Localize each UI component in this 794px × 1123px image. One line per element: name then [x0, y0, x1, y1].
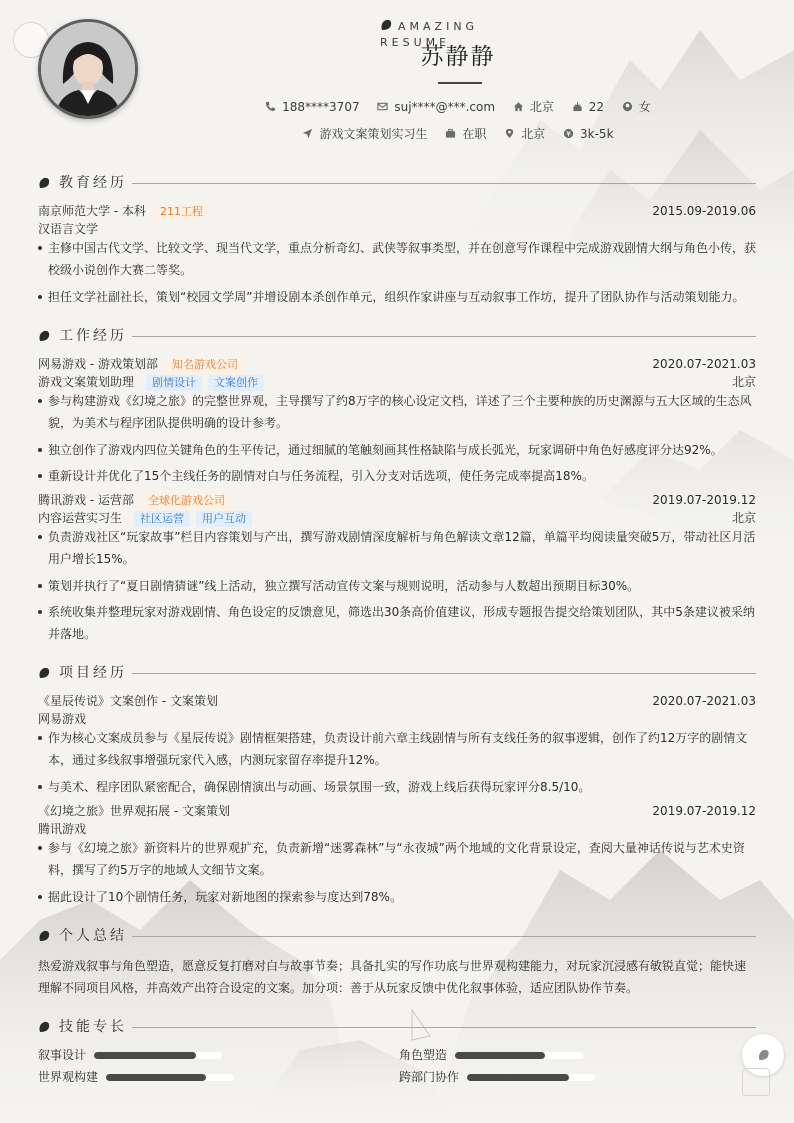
section-summary	[38, 926, 756, 946]
skill-name: 角色塑造	[399, 1048, 448, 1062]
section-divider	[132, 936, 756, 937]
company-name: 腾讯游戏 - 运营部	[38, 493, 134, 507]
section-title: 教育经历	[59, 175, 127, 191]
job-city: 北京	[731, 375, 756, 389]
gender-icon	[622, 101, 633, 112]
skill-item	[38, 1047, 228, 1063]
section-title: 项目经历	[59, 665, 127, 681]
section-work	[38, 326, 756, 346]
major: 汉语言文学	[38, 222, 99, 236]
skill-level	[467, 1074, 569, 1081]
section-title: 技能专长	[59, 1019, 127, 1035]
skill-level	[106, 1074, 206, 1081]
section-divider	[132, 1027, 756, 1028]
salary-item: 3k-5k	[563, 126, 614, 142]
school-name: 南京师范大学 - 本科	[38, 204, 146, 218]
skill-bar	[106, 1074, 234, 1081]
company-tag: 知名游戏公司	[166, 357, 244, 373]
job-role: 内容运营实习生	[38, 511, 123, 525]
section-title: 个人总结	[59, 928, 127, 944]
education-date: 2015.09-2019.06	[652, 204, 756, 218]
role-tag: 用户互动	[196, 511, 252, 527]
location-icon	[504, 128, 515, 139]
project-org: 网易游戏	[38, 712, 87, 726]
section-skills	[38, 1017, 756, 1037]
skill-bar	[94, 1052, 222, 1059]
project-header	[38, 802, 756, 820]
role-tag: 社区运营	[134, 511, 190, 527]
list-item: 参与构建游戏《幻境之旅》的完整世界观，主导撰写了约8万字的核心设定文档，详述了三个主要种族的历史渊源与五大区域的生态风貌，为美术与程序团队提供明确的设计参考。	[38, 390, 756, 434]
name-divider	[438, 82, 482, 84]
resume-tagline	[380, 19, 550, 49]
list-item: 负责游戏社区“玩家故事”栏目内容策划与产出，撰写游戏剧情深度解析与角色解读文章12篇，单篇平均阅读量突破5万，带动社区月活用户增长15%。	[38, 526, 756, 570]
job-date: 2019.07-2019.12	[652, 493, 756, 507]
education-header	[38, 202, 756, 220]
skill-item	[38, 1069, 238, 1085]
tagline-text: AMAZING RESUME	[380, 20, 479, 49]
job-role-row	[38, 373, 756, 391]
skill-name: 世界观构建	[38, 1070, 99, 1084]
project-date: 2019.07-2019.12	[652, 804, 756, 818]
list-item: 系统收集并整理玩家对游戏剧情、角色设定的反馈意见，筛选出30条高价值建议，形成专题报告提交给策划团队，其中5条建议被采纳并落地。	[38, 601, 756, 645]
job-header	[38, 355, 756, 373]
list-item: 主修中国古代文学、比较文学、现当代文学，重点分析奇幻、武侠等叙事类型，并在创意写作课程中完成游戏剧情大纲与角色小传，获校级小说创作大赛二等奖。	[38, 237, 756, 281]
skill-item	[399, 1069, 599, 1085]
send-icon	[302, 128, 313, 139]
salary-icon	[563, 128, 574, 139]
intent-row	[0, 126, 794, 142]
briefcase-icon	[445, 128, 456, 139]
skill-name: 叙事设计	[38, 1048, 87, 1062]
role-tag: 剧情设计	[146, 375, 202, 391]
list-item: 据此设计了10个剧情任务，玩家对新地图的探索参与度达到78%。	[38, 886, 756, 908]
job-date: 2020.07-2021.03	[652, 357, 756, 371]
section-title: 工作经历	[59, 328, 127, 344]
home-item: 北京	[513, 99, 554, 115]
company-name: 网易游戏 - 游戏策划部	[38, 357, 158, 371]
job-header	[38, 491, 756, 509]
status-item: 在职	[445, 126, 486, 142]
position-item: 游戏文案策划实习生	[302, 126, 427, 142]
skill-bar	[455, 1052, 583, 1059]
age-item: 22	[572, 99, 604, 115]
section-education	[38, 173, 756, 193]
skill-bar	[467, 1074, 595, 1081]
leaf-icon	[38, 667, 50, 679]
project-org: 腾讯游戏	[38, 822, 87, 836]
company-tag: 全球化游戏公司	[142, 493, 231, 509]
skill-item	[399, 1047, 589, 1063]
summary-text: 热爱游戏叙事与角色塑造，愿意反复打磨对白与故事节奏；具备扎实的写作功底与世界观构建能力，对玩家沉浸感有敏锐直觉；能快速理解不同项目风格，并高效产出符合设定的文案。加分项：善于从玩家反馈中优化叙事体验，适应团队协作节奏。	[38, 959, 747, 995]
list-item: 担任文学社副社长，策划“校园文学周”并增设剧本杀创作单元，组织作家讲座与互动叙事工作坊，提升了团队协作与活动策划能力。	[38, 286, 756, 308]
project-name: 《幻境之旅》世界观拓展 - 文案策划	[38, 804, 230, 818]
skill-name: 跨部门协作	[399, 1070, 460, 1084]
cake-icon	[572, 101, 583, 112]
list-item: 作为核心文案成员参与《星辰传说》剧情框架搭建，负责设计前六章主线剧情与所有支线任务的叙事逻辑，创作了约12万字的剧情文本，通过多线叙事增强玩家代入感，内测玩家留存率提升12%。	[38, 727, 756, 771]
leaf-icon	[380, 19, 392, 31]
list-item: 参与《幻境之旅》新资料片的世界观扩充，负责新增“迷雾森林”与“永夜城”两个地域的文化背景设定，查阅大量神话传说与艺术史资料，撰写了约5万字的地域人文细节文案。	[38, 837, 756, 881]
role-tag: 文案创作	[208, 375, 264, 391]
skill-level	[94, 1052, 196, 1059]
list-item: 重新设计并优化了15个主线任务的剧情对白与任务流程，引入分支对话选项，使任务完成率提高18%。	[38, 465, 756, 487]
project-header	[38, 692, 756, 710]
contact-row	[0, 99, 794, 115]
gender-item: 女	[622, 99, 651, 115]
section-projects	[38, 663, 756, 683]
skill-level	[455, 1052, 545, 1059]
list-item: 与美术、程序团队紧密配合，确保剧情演出与动画、场景氛围一致，游戏上线后获得玩家评分8.5/10。	[38, 776, 756, 798]
phone-item: 188****3707	[265, 99, 359, 115]
leaf-icon	[38, 177, 50, 189]
section-divider	[132, 183, 756, 184]
list-item: 独立创作了游戏内四位关键角色的生平传记，通过细腻的笔触刻画其性格缺陷与成长弧光，玩家调研中角色好感度评分达92%。	[38, 439, 756, 461]
leaf-icon	[38, 330, 50, 342]
section-divider	[132, 336, 756, 337]
list-item: 策划并执行了“夏日剧情猜谜”线上活动，独立撰写活动宣传文案与规则说明，活动参与人数超出预期目标30%。	[38, 575, 756, 597]
job-role-row	[38, 509, 756, 527]
job-role: 游戏文案策划助理	[38, 375, 135, 389]
school-tag: 211工程	[154, 204, 209, 220]
leaf-icon	[38, 1021, 50, 1033]
email-item: suj****@***.com	[377, 99, 495, 115]
project-date: 2020.07-2021.03	[652, 694, 756, 708]
back-to-top-button[interactable]	[742, 1068, 770, 1096]
section-divider	[132, 673, 756, 674]
job-city: 北京	[731, 511, 756, 525]
city-item: 北京	[504, 126, 545, 142]
leaf-icon	[38, 930, 50, 942]
phone-icon	[265, 101, 276, 112]
leaf-icon	[757, 1049, 770, 1061]
candidate-name: 苏静静	[420, 44, 496, 70]
project-name: 《星辰传说》文案创作 - 文案策划	[38, 694, 218, 708]
mail-icon	[377, 101, 388, 112]
home-icon	[513, 101, 524, 112]
